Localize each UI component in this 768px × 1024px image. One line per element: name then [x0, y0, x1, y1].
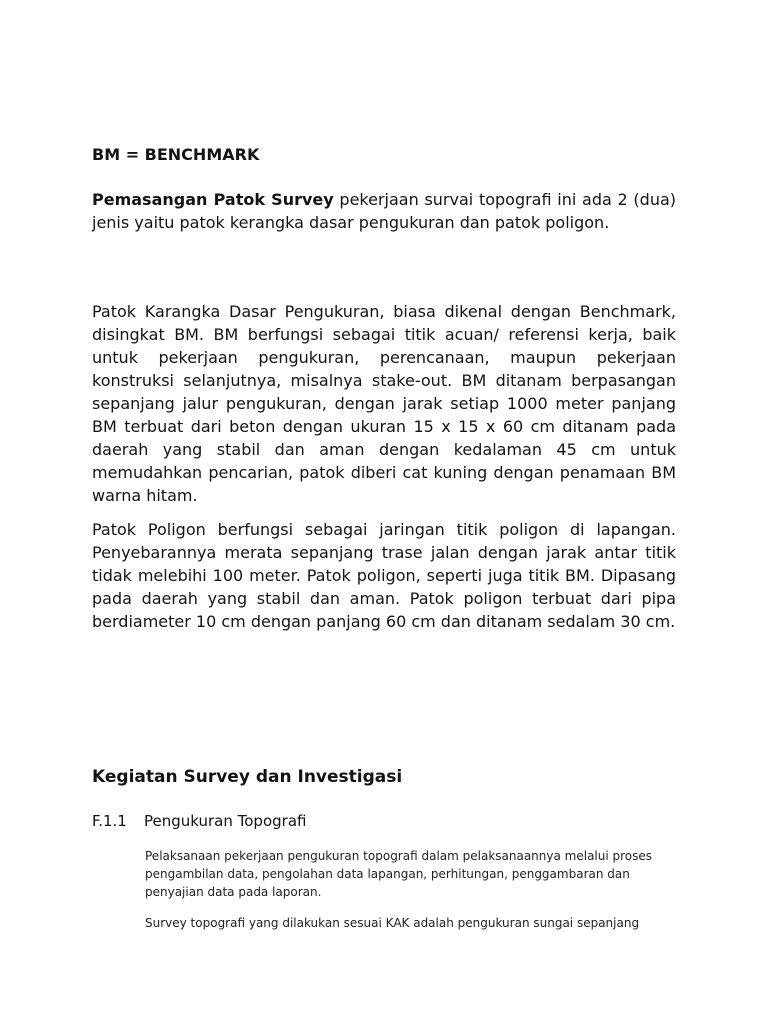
paragraph-text: pekerjaan survai topografi ini ada 2 (dua) jenis yaitu patok kerangka dasar pengukuran dan patok poligon. — [92, 190, 677, 232]
section-body-paragraph-truncated: Survey topografi yang dilakukan sesuai KAK adalah pengukuran sungai sepanjang — [145, 916, 640, 930]
section-title: Kegiatan Survey dan Investigasi — [92, 767, 403, 787]
heading-benchmark: BM = BENCHMARK — [92, 145, 260, 164]
paragraph-patok-survey — [92, 188, 676, 234]
paragraph-lead: Pemasangan Patok Survey — [92, 190, 334, 209]
subsection-heading — [92, 810, 676, 832]
subsection-title: Pengukuran Topografi — [144, 812, 307, 830]
subsection-number: F.1.1 — [92, 812, 127, 830]
paragraph-kerangka-dasar: Patok Karangka Dasar Pengukuran, biasa dikenal dengan Benchmark, disingkat BM. BM berfungsi sebagai titik acuan/ referensi kerja, baik untuk pekerjaan pengukuran, perencanaan, maupun pekerjaan konstruksi selanjutnya, misalnya stake-out. BM ditanam berpasangan sepanjang jalur pengukuran, dengan jarak setiap 1000 meter panjang BM terbuat dari beton dengan ukuran 15 x 15 x 60 cm ditanam pada daerah yang stabil dan aman dengan kedalaman 45 cm untuk memudahkan pencarian, patok diberi cat kuning dengan penamaan BM warna hitam. — [92, 302, 676, 505]
section-body-paragraph: Pelaksanaan pekerjaan pengukuran topografi dalam pelaksanaannya melalui proses pengambilan data, pengolahan data lapangan, perhitungan, penggambaran dan penyajian data pada laporan. — [145, 849, 653, 899]
paragraph-patok-poligon: Patok Poligon berfungsi sebagai jaringan titik poligon di lapangan. Penyebarannya merata sepanjang trase jalan dengan jarak antar titik tidak melebihi 100 meter. Patok poligon, seperti juga titik BM. Dipasang pada daerah yang stabil dan aman. Patok poligon terbuat dari pipa berdiameter 10 cm dengan panjang 60 cm dan ditanam sedalam 30 cm. — [92, 520, 676, 631]
